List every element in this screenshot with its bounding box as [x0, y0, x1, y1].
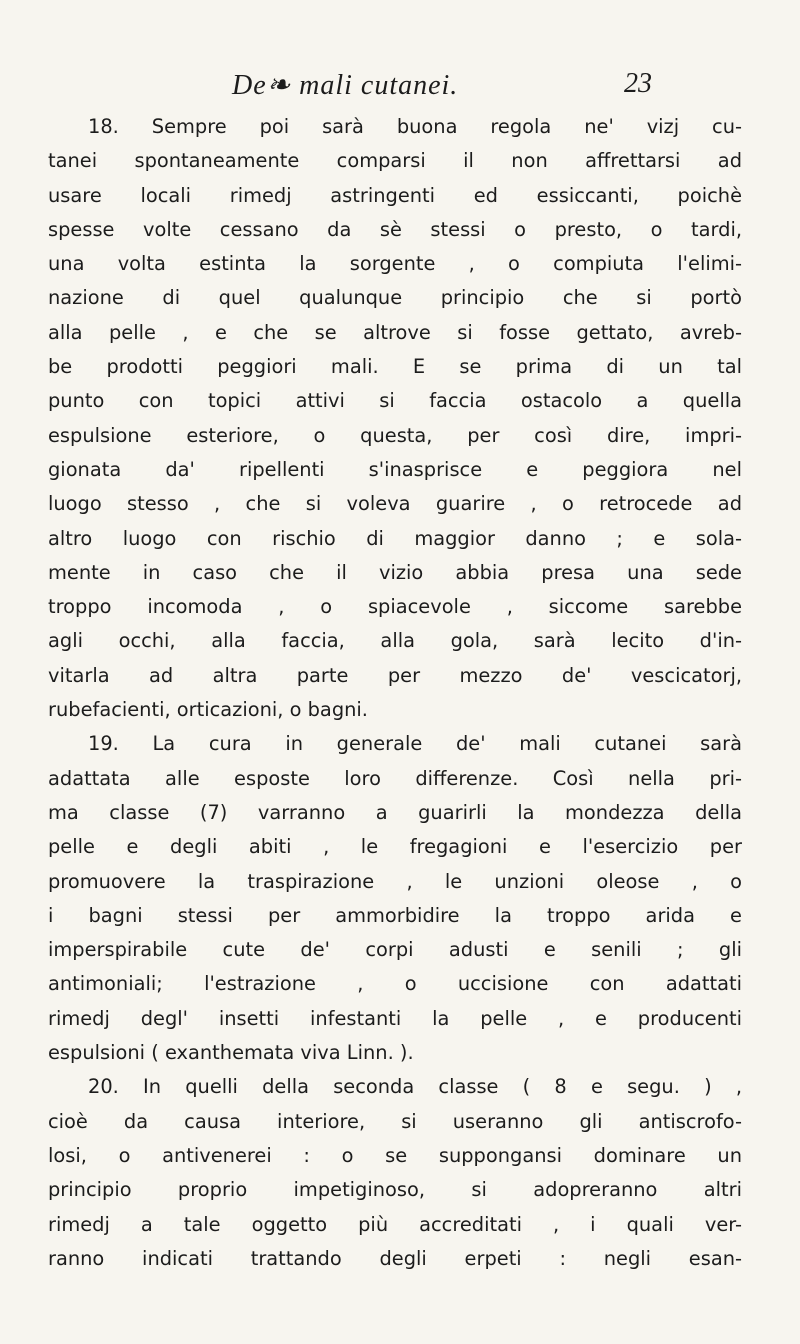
text-line: vitarla ad altra parte per mezzo de' vescicatorj, [48, 663, 742, 687]
text-line: troppo incomoda , o spiacevole , siccome sarebbe [48, 595, 742, 619]
text-line: 20. In quelli della seconda classe ( 8 e segu. ) , [88, 1075, 742, 1099]
text-line: espulsione esteriore, o questa, per così dire, impri- [48, 423, 742, 447]
page-number: 23 [624, 68, 652, 99]
text-line: espulsioni ( exanthemata viva Linn. ). [48, 1041, 414, 1065]
text-line: i bagni stessi per ammorbidire la troppo arida e [48, 903, 742, 927]
text-line: cioè da causa interiore, si useranno gli antiscrofo- [48, 1109, 742, 1133]
text-line: promuovere la traspirazione , le unzioni oleose , o [48, 869, 742, 893]
text-line: luogo stesso , che si voleva guarire , o retrocede ad [48, 492, 742, 516]
text-line: ranno indicati trattando degli erpeti : negli esan- [48, 1246, 742, 1270]
text-line: 18. Sempre poi sarà buona regola ne' vizj cu- [88, 115, 742, 138]
page-header [0, 68, 800, 108]
text-line: tanei spontaneamente comparsi il non affrettarsi ad [48, 149, 742, 173]
text-line: rimedj a tale oggetto più accreditati , i quali ver- [48, 1212, 742, 1236]
text-line: imperspirabile cute de' corpi adusti e senili ; gli [48, 938, 742, 962]
text-line: alla pelle , e che se altrove si fosse gettato, avreb- [48, 320, 742, 344]
text-line: antimoniali; l'estrazione , o uccisione con adattati [48, 972, 742, 996]
text-line: rubefacienti, orticazioni, o bagni. [48, 698, 368, 722]
text-line: 19. La cura in generale de' mali cutanei sarà [88, 732, 742, 756]
text-line: adattata alle esposte loro differenze. Così nella pri- [48, 766, 742, 790]
text-line: mente in caso che il vizio abbia presa una sede [48, 560, 742, 584]
text-line: punto con topici attivi si faccia ostacolo a quella [48, 389, 742, 413]
text-line: una volta estinta la sorgente , o compiuta l'elimi- [48, 252, 742, 276]
text-line: altro luogo con rischio di maggior danno ; e sola- [48, 526, 742, 550]
running-title: De❧ mali cutanei. [232, 70, 459, 101]
text-line: rimedj degl' insetti infestanti la pelle , e producenti [48, 1006, 742, 1030]
text-line: be prodotti peggiori mali. E se prima di un tal [48, 355, 742, 379]
text-line: agli occhi, alla faccia, alla gola, sarà lecito d'in- [48, 629, 742, 653]
text-line: ma classe (7) varranno a guarirli la mondezza della [48, 800, 742, 824]
text-line: pelle e degli abiti , le fregagioni e l'esercizio per [48, 835, 742, 859]
text-line: usare locali rimedj astringenti ed essiccanti, poichè [48, 183, 742, 207]
text-line: losi, o antivenerei : o se suppongansi dominare un [48, 1143, 742, 1167]
text-line: nazione di quel qualunque principio che si portò [48, 286, 742, 310]
body-text [48, 110, 742, 1276]
text-line: principio proprio impetiginoso, si adopreranno altri [48, 1178, 742, 1202]
text-line: gionata da' ripellenti s'inasprisce e peggiora nel [48, 457, 742, 481]
text-line: spesse volte cessano da sè stessi o presto, o tardi, [48, 217, 742, 241]
